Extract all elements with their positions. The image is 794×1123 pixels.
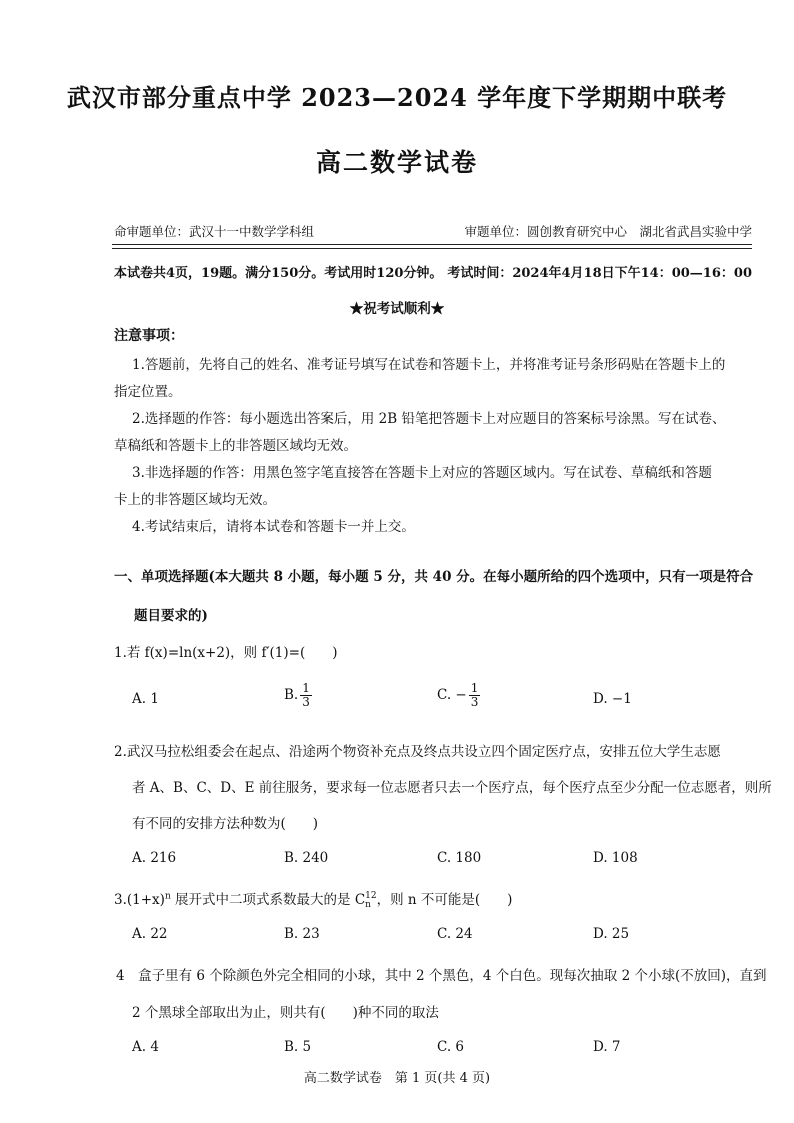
note-4: 4.考试结束后，请将本试卷和答题卡一并上交。 [132, 519, 415, 535]
q4-option-a: A. 4 [132, 1039, 159, 1055]
question-2-line-2: 者 A、B、C、D、E 前往服务，要求每一位志愿者只去一个医疗点，每个医疗点至少分配一位志愿者，则所 [132, 780, 772, 796]
setter-unit: 命审题单位：武汉十一中数学学科组 [114, 224, 315, 239]
question-2-line-3: 有不同的安排方法种数为( ) [132, 816, 319, 832]
q1-c-fraction: $\frac{1}{3}$ [470, 681, 479, 709]
question-2-line-1: 2.武汉马拉松组委会在起点、沿途两个物资补充点及终点共设立四个固定医疗点，安排五位大学生志愿 [114, 744, 721, 760]
note-3-line-2: 卡上的非答题区域均无效。 [114, 492, 276, 508]
q4-option-b: B. 5 [284, 1039, 312, 1055]
q4-option-d: D. 7 [593, 1039, 621, 1055]
q1-option-d: D. −1 [593, 691, 632, 707]
note-1-line-1: 1.答题前，先将自己的姓名、准考证号填写在试卷和答题卡上，并将准考证号条形码贴在答题卡上的 [132, 357, 726, 373]
exam-time: 考试时间：2024年4月18日下午14：00—16：00 [447, 266, 752, 281]
note-3-line-1: 3.非选择题的作答：用黑色签字笔直接答在答题卡上对应的答题区域内。写在试卷、草稿纸和答题 [132, 465, 712, 481]
q1-option-b: B. $\frac{1}{3}$ [284, 681, 310, 709]
section-1-heading-cont: 题目要求的) [134, 608, 208, 624]
q2-option-b: B. 240 [284, 850, 329, 866]
q2-option-c: C. 180 [437, 850, 482, 866]
question-1-stem: 1.若 f(x)=ln(x+2)，则 f′(1)=( ) [114, 645, 338, 661]
q3-option-b: B. 23 [284, 926, 320, 942]
good-luck-banner: ★祝考试顺利★ [349, 301, 445, 317]
question-4-line-1: 4 盒子里有 6 个除颜色外完全相同的小球，其中 2 个黑色，4 个白色。现每次抽取 2 个小球(不放回)，直到 [116, 968, 767, 984]
exam-title: 武汉市部分重点中学 2023—2024 学年度下学期期中联考 [66, 83, 728, 112]
question-4-line-2: 2 个黑球全部取出为止，则共有( )种不同的取法 [132, 1005, 439, 1021]
exam-subtitle: 高二数学试卷 [315, 148, 478, 177]
binomial-index: 12 n [365, 890, 377, 910]
section-1-heading: 一、单项选择题(本大题共 8 小题，每小题 5 分，共 40 分。在每小题所给的四个选项中，只有一项是符合 [114, 569, 754, 585]
q3-option-c: C. 24 [437, 926, 473, 942]
q1-b-fraction: $\frac{1}{3}$ [302, 681, 310, 709]
reviewer-unit: 审题单位：圆创教育研究中心 湖北省武昌实验中学 [464, 224, 752, 239]
header-rule-thin [112, 248, 752, 249]
q4-option-c: C. 6 [437, 1039, 465, 1055]
q1-option-c: C. − $\frac{1}{3}$ [437, 681, 479, 709]
q1-option-a: A. 1 [132, 691, 159, 707]
notes-heading: 注意事项： [114, 328, 184, 344]
page-footer: 高二数学试卷 第 1 页(共 4 页) [303, 1071, 491, 1086]
note-2-line-2: 草稿纸和答题卡上的非答题区域均无效。 [114, 438, 357, 454]
q3-option-d: D. 25 [593, 926, 630, 942]
exam-info: 本试卷共4页，19题。满分150分。考试用时120分钟。 [114, 266, 443, 281]
note-2-line-1: 2.选择题的作答：每小题选出答案后，用 2B 铅笔把答题卡上对应题目的答案标号涂黑。写在试卷、 [132, 411, 726, 427]
q2-option-d: D. 108 [593, 850, 638, 866]
q3-option-a: A. 22 [132, 926, 168, 942]
q2-option-a: A. 216 [132, 850, 177, 866]
note-1-line-2: 指定位置。 [114, 384, 182, 400]
question-3-stem: $3.(1+x)^n$ 展开式中二项式系数最大的是 C 12 n ，则 n 不可能是( ) [114, 890, 513, 910]
header-rule-thick [112, 244, 752, 245]
